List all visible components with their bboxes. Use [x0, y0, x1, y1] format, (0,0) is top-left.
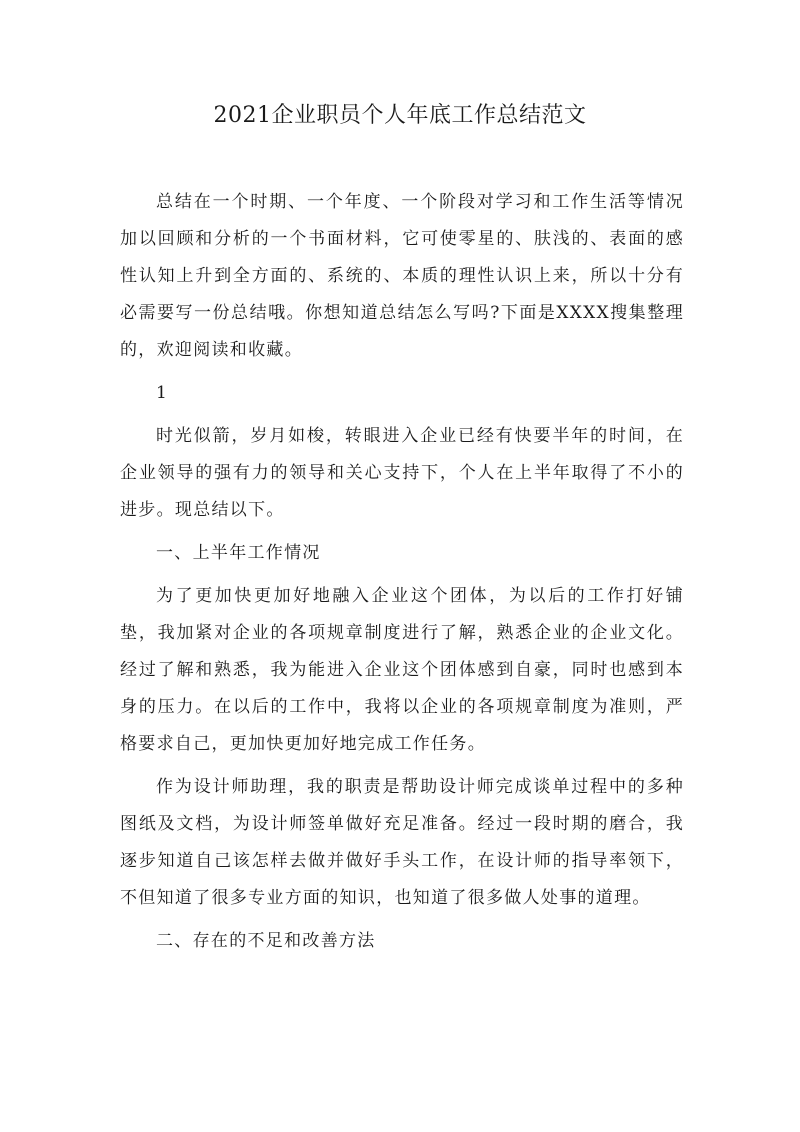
work-paragraph-1: 为了更加快更加好地融入企业这个团体，为以后的工作打好铺垫，我加紧对企业的各项规章制度进行了解，熟悉企业的企业文化。经过了解和熟悉，我为能进入企业这个团体感到自豪，同时也感到本身的压力。在以后的工作中，我将以企业的各项规章制度为准则，严格要求自己，更加快更加好地完成工作任务。	[120, 586, 684, 754]
document-body	[120, 184, 684, 966]
section-number: 1	[156, 383, 169, 403]
opening-paragraph: 时光似箭，岁月如梭，转眼进入企业已经有快要半年的时间，在企业领导的强有力的领导和关心支持下，个人在上半年取得了不小的进步。现总结以下。	[120, 426, 684, 520]
document-title: 2021企业职员个人年底工作总结范文	[213, 103, 587, 128]
section-heading-shortcomings: 二、存在的不足和改善方法	[156, 931, 376, 951]
intro-paragraph: 总结在一个时期、一个年度、一个阶段对学习和工作生活等情况加以回顾和分析的一个书面材料，它可使零星的、肤浅的、表面的感性认知上升到全方面的、系统的、本质的理性认识上来，所以十分有必需要写一份总结哦。你想知道总结怎么写吗?下面是XXXX搜集整理的，欢迎阅读和收藏。	[120, 192, 684, 360]
work-paragraph-2: 作为设计师助理，我的职责是帮助设计师完成谈单过程中的多种图纸及文档，为设计师签单做好充足准备。经过一段时期的磨合，我逐步知道自己该怎样去做并做好手头工作，在设计师的指导率领下，不但知道了很多专业方面的知识，也知道了很多做人处事的道理。	[120, 777, 684, 908]
section-heading-work-status: 一、上半年工作情况	[156, 543, 321, 563]
